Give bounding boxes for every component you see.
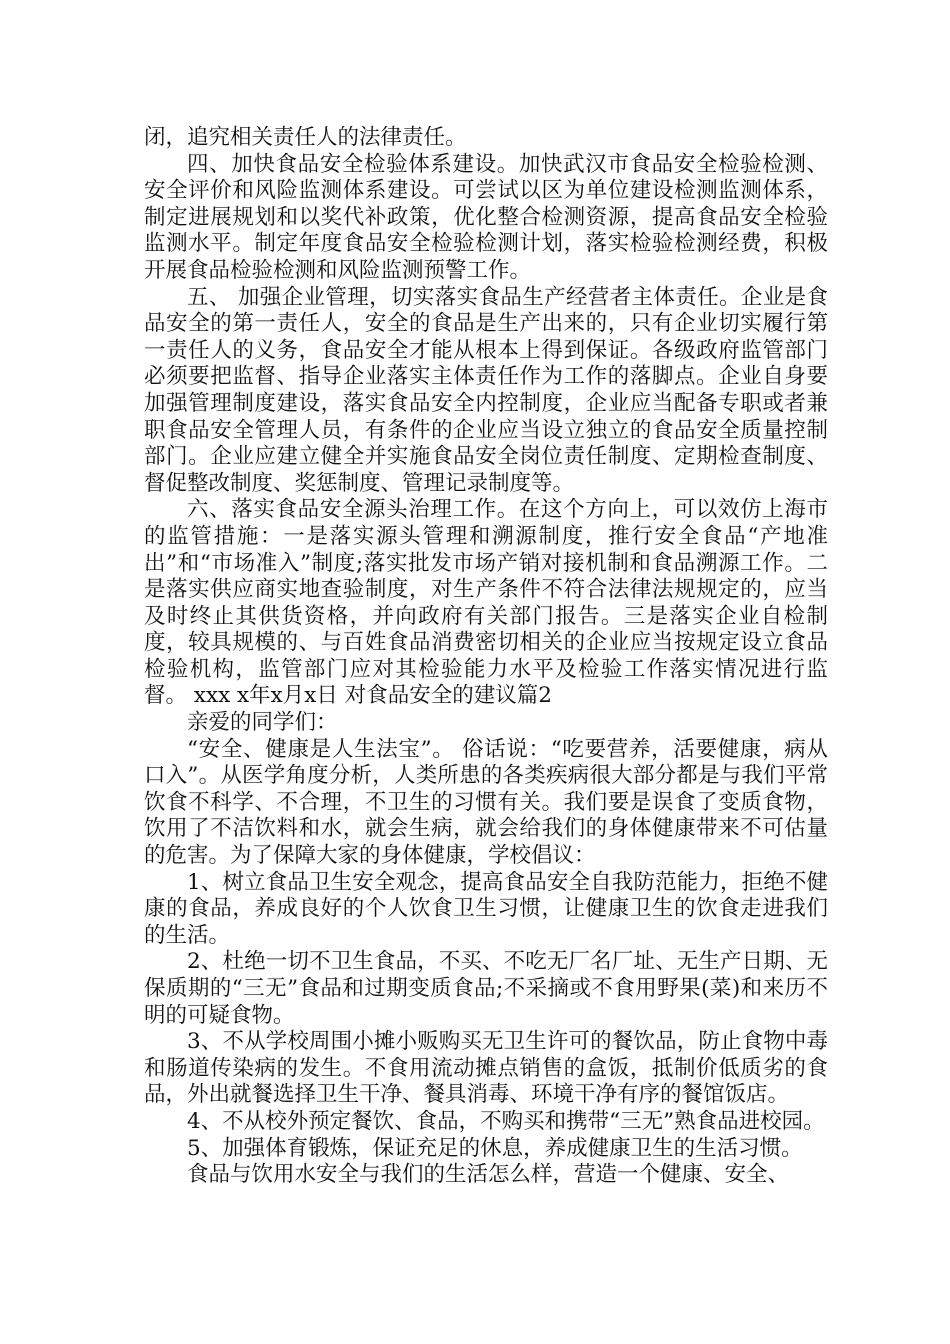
paragraph-intro-health: “安全、健康是人生法宝”。 俗话说：“吃要营养，活要健康，病从口入”。从医学角度分析，人类所患的各类疾病很大部分都是与我们平常饮食不科学、不合理，不卫生的习惯有关。我们要是误食了变质食物，饮用了不洁饮料和水，就会生病，就会给我们的身体健康带来不可估量的危害。为了保障大家的身体健康，学校倡议： (144, 736, 828, 869)
paragraph-salutation: 亲爱的同学们： (187, 710, 338, 736)
paragraph-conclusion-start: 食品与饮用水安全与我们的生活怎么样，营造一个健康、安全、 (187, 1162, 790, 1188)
paragraph-closing-liability: 闭，追究相关责任人的法律责任。 (144, 125, 467, 150)
paragraph-item-5: 5、加强体育锻炼，保证充足的休息，养成健康卫生的生活习惯。 (187, 1135, 803, 1161)
paragraph-item-2: 2、杜绝一切不卫生食品，不买、不吃无厂名厂址、无生产日期、无保质期的“三无”食品和过期变质食品;不采摘或不食用野果(菜)和来历不明的可疑食物。 (144, 949, 828, 1028)
paragraph-item-4: 4、不从校外预定餐饮、食品，不购买和携带“三无”熟食品进校园。 (187, 1108, 825, 1134)
paragraph-point-5-enterprise-management: 五、 加强企业管理，切实落实食品生产经营者主体责任。企业是食品安全的第一责任人，安全的食品是生产出来的，只有企业切实履行第一责任人的义务，食品安全才能从根本上得到保证。各级政府监管部门必须要把监督、指导企业落实主体责任作为工作的落脚点。企业自身要加强管理制度建设，落实食品安全内控制度，企业应当配备专职或者兼职食品安全管理人员，有条件的企业应当设立独立的食品安全质量控制部门。企业应建立健全并实施食品安全岗位责任制度、定期检查制度、督促整改制度、奖惩制度、管理记录制度等。 (144, 284, 828, 496)
paragraph-point-4-testing-system: 四、加快食品安全检验体系建设。加快武汉市食品安全检验检测、安全评价和风险监测体系建设。可尝试以区为单位建设检测监测体系，制定进展规划和以奖代补政策，优化整合检测资源，提高食品安全检验监测水平。制定年度食品安全检验检测计划，落实检验检测经费，积极开展食品检验检测和风险监测预警工作。 (144, 151, 828, 283)
paragraph-point-6-source-governance: 六、落实食品安全源头治理工作。在这个方向上，可以效仿上海市的监管措施：一是落实源头管理和溯源制度，推行安全食品“产地准出”和“市场准入”制度;落实批发市场产销对接机制和食品溯源工作。二是落实供应商实地查验制度，对生产条件不符合法律法规规定的，应当及时终止其供货资格，并向政府有关部门报告。三是落实企业自检制度，较具规模的、与百姓食品消费密切相关的企业应当按规定设立食品检验机构，监管部门应对其检验能力水平及检验工作落实情况进行监督。 xxx x年x月x日 对食品安全的建议篇2 (144, 497, 828, 709)
paragraph-item-1: 1、树立食品卫生安全观念，提高食品安全自我防范能力，拒绝不健康的食品，养成良好的个人饮食卫生习惯，让健康卫生的饮食走进我们的生活。 (144, 869, 828, 948)
paragraph-item-3: 3、不从学校周围小摊小贩购买无卫生许可的餐饮品，防止食物中毒和肠道传染病的发生。不食用流动摊点销售的盒饭，抵制价低质劣的食品，外出就餐选择卫生干净、餐具消毒、环境干净有序的餐馆饭店。 (144, 1029, 828, 1108)
document-body (144, 125, 828, 1189)
